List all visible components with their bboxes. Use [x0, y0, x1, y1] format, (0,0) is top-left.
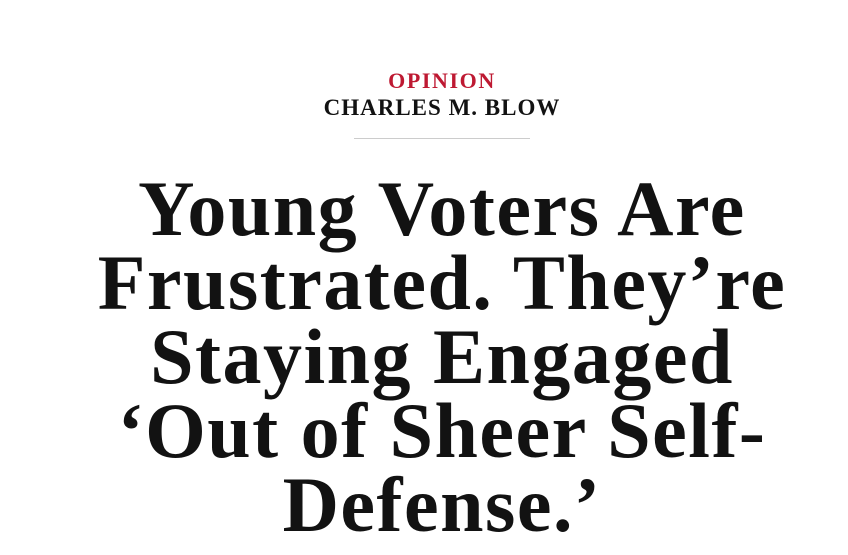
headline-line: Frustrated. They’re [97, 239, 787, 326]
section-kicker-opinion[interactable]: OPINION [388, 68, 496, 93]
headline-line: Young Voters Are [138, 165, 746, 252]
headline-line: Defense.’ [282, 461, 602, 548]
headline-line: ‘Out of Sheer Self- [117, 387, 767, 474]
headline-line: Staying Engaged [150, 313, 734, 400]
header-divider [354, 138, 530, 139]
author-byline[interactable]: CHARLES M. BLOW [323, 95, 561, 120]
article-header [0, 68, 848, 548]
article-headline [36, 165, 848, 548]
